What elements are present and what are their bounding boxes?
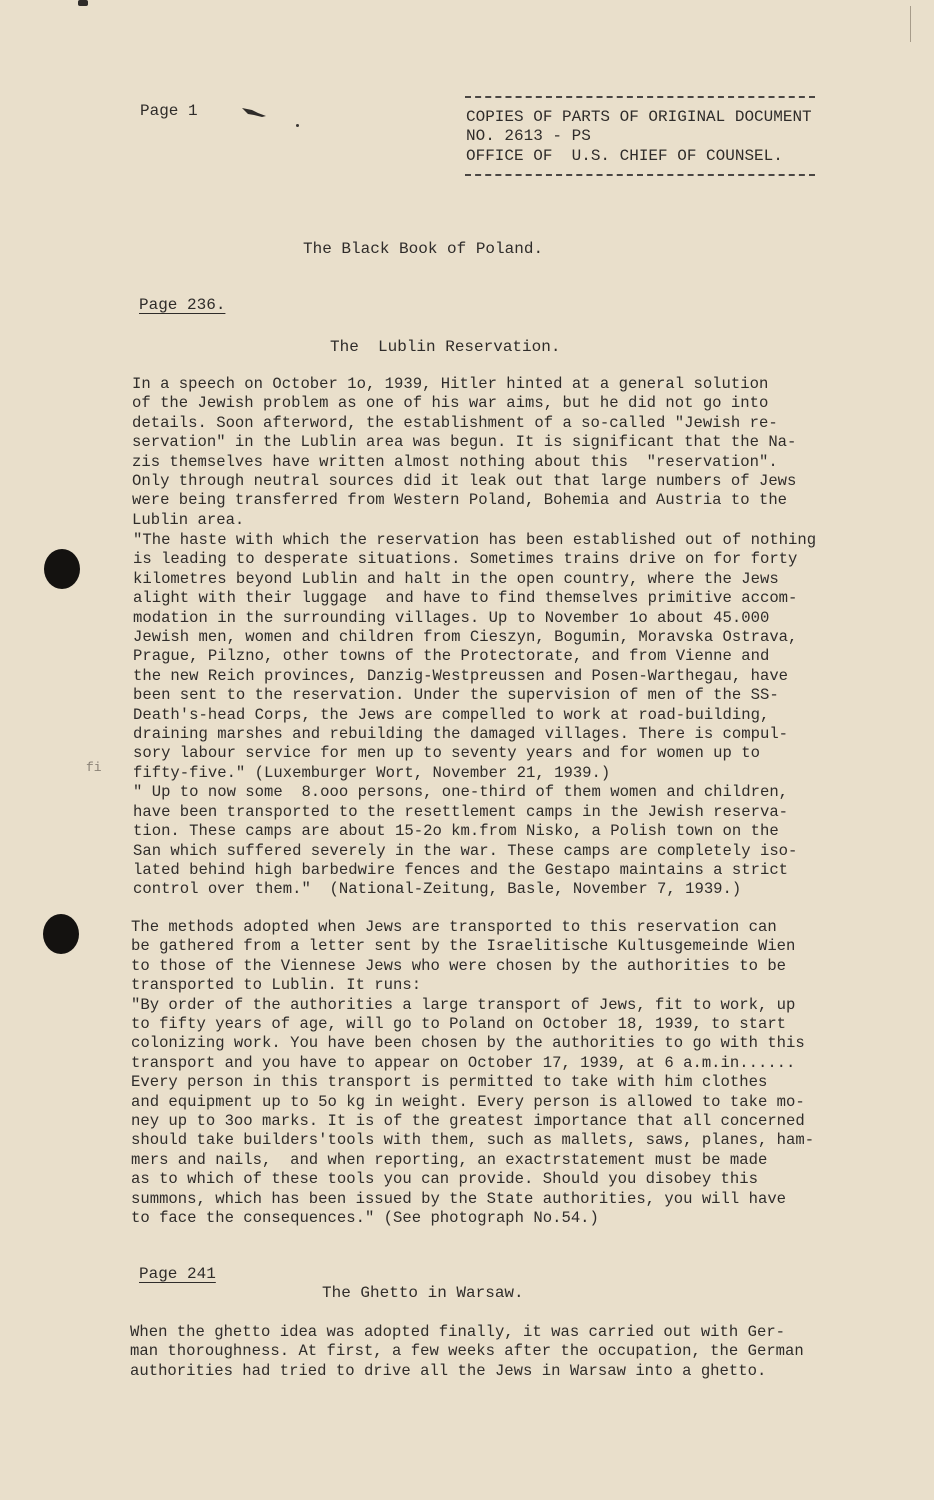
- text-line: authorities had tried to drive all the Jews in Warsaw into a ghetto.: [130, 1361, 767, 1380]
- punch-hole-upper: [44, 549, 80, 589]
- header-box-line3: OFFICE OF U.S. CHIEF OF COUNSEL.: [466, 147, 783, 165]
- header-top-rule: [465, 96, 815, 98]
- punch-hole-lower: [43, 914, 79, 954]
- text-line: be gathered from a letter sent by the Israelitische Kultusgemeinde Wien: [131, 937, 796, 956]
- text-line: Lublin area.: [132, 510, 245, 529]
- text-line: and equipment up to 5o kg in weight. Every person is allowed to take mo-: [131, 1092, 805, 1111]
- section1-paragraph-1: [132, 375, 796, 530]
- text-line: of the Jewish problem as one of his war aims, but he did not go into: [132, 394, 769, 413]
- text-line: In a speech on October 1o, 1939, Hitler hinted at a general solution: [132, 375, 769, 393]
- text-line: the new Reich provinces, Danzig-Westpreussen and Posen-Warthegau, have: [133, 666, 789, 685]
- text-line: transport and you have to appear on October 17, 1939, at 6 a.m.in......: [131, 1053, 796, 1072]
- text-line: zis themselves have written almost nothing about this "reservation".: [132, 452, 778, 471]
- text-line: been sent to the reservation. Under the supervision of men of the SS-: [133, 686, 779, 705]
- text-line: summons, which has been issued by the State authorities, you will have: [131, 1189, 787, 1208]
- text-line: ney up to 3oo marks. It is of the greatest importance that all concerned: [131, 1112, 805, 1131]
- top-edge-mark: [78, 0, 88, 6]
- text-line: When the ghetto idea was adopted finally, it was carried out with Ger-: [130, 1323, 786, 1341]
- section2-paragraph-1: [130, 1323, 804, 1381]
- text-line: as to which of these tools you can provide. Should you disobey this: [131, 1170, 758, 1189]
- text-line: fifty-five." (Luxemburger Wort, November 21, 1939.): [133, 763, 611, 782]
- text-line: tion. These camps are about 15-2o km.from Nisko, a Polish town on the: [133, 822, 779, 841]
- header-bottom-rule: [465, 174, 815, 176]
- text-line: modation in the surrounding villages. Up to November 1o about 45.000: [133, 608, 770, 627]
- text-line: Every person in this transport is permitted to take with him clothes: [131, 1073, 768, 1092]
- text-line: transported to Lublin. It runs:: [131, 976, 422, 995]
- text-line: draining marshes and rebuilding the damaged villages. There is compul-: [133, 725, 789, 744]
- text-line: man thoroughness. At first, a few weeks after the occupation, the German: [130, 1342, 804, 1361]
- margin-note: fi: [86, 760, 102, 775]
- ink-mark: [240, 104, 270, 120]
- text-line: Jewish men, women and children from Cieszyn, Bogumin, Moravska Ostrava,: [133, 628, 798, 647]
- text-line: lated behind high barbedwire fences and the Gestapo maintains a strict: [133, 860, 789, 879]
- text-line: details. Soon afterword, the establishment of a so-called "Jewish re-: [132, 413, 778, 432]
- text-line: servation" in the Lublin area was begun. It is significant that the Na-: [132, 433, 797, 452]
- section1-heading: The Lublin Reservation.: [330, 338, 561, 356]
- section1-paragraph-3: [131, 918, 814, 1229]
- text-line: San which suffered severely in the war. These camps are completely iso-: [133, 841, 798, 860]
- text-line: kilometres beyond Lublin and halt in the open country, where the Jews: [133, 569, 779, 588]
- text-line: Prague, Pilzno, other towns of the Protectorate, and from Vienne and: [133, 647, 770, 666]
- text-line: mers and nails, and when reporting, an exactrstatement must be made: [131, 1150, 768, 1169]
- text-line: is leading to desperate situations. Sometimes trains drive on for forty: [133, 550, 798, 569]
- header-box-line1: COPIES OF PARTS OF ORIGINAL DOCUMENT: [466, 108, 812, 126]
- text-line: have been transported to the resettlement camps in the Jewish reserva-: [133, 802, 789, 821]
- text-line: were being transferred from Western Poland, Bohemia and Austria to the: [132, 491, 788, 510]
- section1-paragraph-2: [133, 531, 816, 900]
- page-label: Page 1: [140, 102, 198, 120]
- text-line: "By order of the authorities a large transport of Jews, fit to work, up: [131, 995, 796, 1014]
- section2-page-ref: Page 241: [139, 1265, 216, 1283]
- book-title: The Black Book of Poland.: [303, 240, 544, 258]
- text-line: Only through neutral sources did it leak out that large numbers of Jews: [132, 472, 797, 491]
- speck-mark: [296, 124, 299, 127]
- text-line: " Up to now some 8.ooo persons, one-third of them women and children,: [133, 783, 789, 802]
- right-edge-line: [910, 6, 911, 42]
- text-line: control over them." (National-Zeitung, Basle, November 7, 1939.): [133, 880, 742, 899]
- text-line: alight with their luggage and have to find themselves primitive accom-: [133, 589, 798, 608]
- header-box-line2: NO. 2613 - PS: [466, 127, 591, 145]
- text-line: to face the consequences." (See photograph No.54.): [131, 1209, 599, 1228]
- text-line: "The haste with which the reservation has been established out of nothing: [133, 531, 817, 549]
- text-line: colonizing work. You have been chosen by the authorities to go with this: [131, 1034, 805, 1053]
- section1-page-ref: Page 236.: [139, 296, 226, 314]
- text-line: Death's-head Corps, the Jews are compelled to work at road-building,: [133, 705, 770, 724]
- section2-heading: The Ghetto in Warsaw.: [322, 1284, 524, 1302]
- text-line: to fifty years of age, will go to Poland on October 18, 1939, to start: [131, 1015, 787, 1034]
- text-line: should take builders'tools with them, such as mallets, saws, planes, ham-: [131, 1131, 815, 1150]
- text-line: The methods adopted when Jews are transported to this reservation can: [131, 918, 777, 936]
- text-line: sory labour service for men up to seventy years and for women up to: [133, 744, 760, 763]
- text-line: to those of the Viennese Jews who were chosen by the authorities to be: [131, 956, 787, 975]
